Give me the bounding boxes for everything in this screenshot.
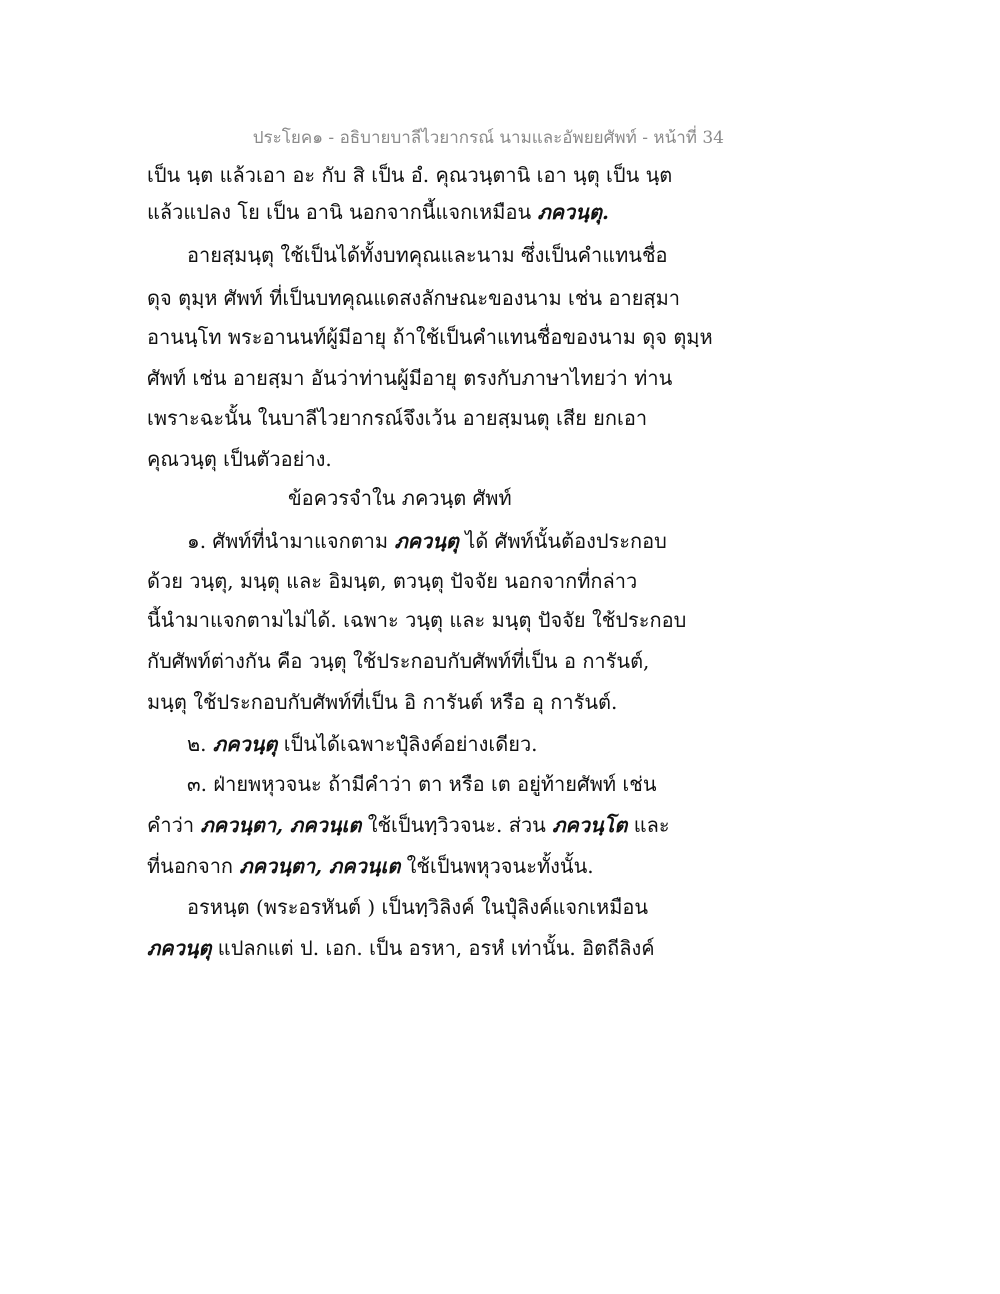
text-run: ดุจ <box>147 286 179 310</box>
pali-term: คุณวนฺตานิ <box>435 163 531 187</box>
text-run: ปัจจัย นอกจากที่กล่าว <box>443 569 638 593</box>
pali-term: ตุมฺห <box>673 325 713 349</box>
pali-term: มนฺตุ <box>491 608 532 632</box>
pali-term: ภควนฺตุ <box>212 732 278 756</box>
text-run: ๑. ศัพท์ที่นำมาแจกตาม <box>187 529 395 553</box>
pali-term: มนฺตุ <box>147 690 187 714</box>
text-run: ปัจจัย ใช้ประกอบ <box>531 608 687 632</box>
pali-term: อายสฺมา <box>608 286 681 310</box>
text-line <box>147 160 672 190</box>
text-line <box>147 605 686 635</box>
text-run: ศัพท์ ที่เป็นบทคุณแดสงลักษณะของนาม เช่น <box>217 286 609 310</box>
text-run: อันว่าท่านผู้มีอายุ ตรงกับภาษาไทยว่า ท่าน <box>304 366 673 390</box>
running-header: ประโยค๑ - อธิบายบาลีไวยากรณ์ นามและอัพยยศัพท์ - หน้าที่ 34 <box>252 128 724 148</box>
pali-term: ภควนฺตา, ภควนฺเต <box>200 813 362 837</box>
text-run: แล้วแปลง โย เป็น อานิ นอกจากนี้แจกเหมือน <box>147 200 538 224</box>
pali-term: อายสฺมนฺตุ <box>187 243 275 267</box>
text-line <box>147 933 655 963</box>
pali-term: อรหา, อรหํ <box>408 936 505 960</box>
pali-term: ภควนฺตุ <box>147 936 212 960</box>
text-run: เอา นฺตุ เป็น นฺต <box>530 163 673 187</box>
text-run: เป็นได้เฉพาะปุํลิงค์อย่างเดียว. <box>277 732 538 756</box>
pali-term: ภควนฺโต <box>552 813 628 837</box>
text-run: พระอานนท์ผู้มีอายุ ถ้าใช้เป็นคำแทนชื่อของนาม ดุจ <box>221 325 674 349</box>
text-line <box>147 646 649 676</box>
text-line <box>147 444 332 474</box>
list-item-1 <box>187 526 667 556</box>
text-run: ใช้ประกอบกับศัพท์ที่เป็น อ การันต์, <box>346 649 650 673</box>
text-run: ใช้เป็นทฺวิวจนะ. ส่วน <box>361 813 553 837</box>
pali-term: ภควนฺตา, ภควนฺเต <box>239 854 401 878</box>
paragraph-first-line <box>187 240 668 270</box>
text-run: ๓. ฝ่ายพหุวจนะ ถ้ามีคำว่า ตา หรือ เต อยู่ท้ายศัพท์ เช่น <box>187 772 657 796</box>
pali-term: ภควนฺตุ <box>394 529 459 553</box>
text-line <box>147 197 609 227</box>
text-run: เสีย ยกเอา <box>549 406 648 430</box>
text-line <box>147 283 680 313</box>
text-line <box>147 687 617 717</box>
text-run: คำว่า <box>147 813 201 837</box>
text-line <box>147 363 672 393</box>
text-run: และ <box>442 608 492 632</box>
pali-term: วนฺตุ, มนฺตุ <box>189 569 280 593</box>
text-line <box>147 810 670 840</box>
text-line <box>147 322 713 352</box>
text-run: เท่านั้น. อิตถีลิงค์ <box>504 936 655 960</box>
text-run: ข้อควรจำใน ภควนฺต ศัพท์ <box>288 486 512 510</box>
text-line <box>147 566 637 596</box>
pali-term: วนฺตุ <box>405 608 443 632</box>
text-run: แปลกแต่ ป. เอก. เป็น <box>211 936 409 960</box>
text-run: ศัพท์ เช่น <box>147 366 233 390</box>
text-run: ที่นอกจาก <box>147 854 240 878</box>
pali-term: อายสฺมนตุ <box>462 406 550 430</box>
text-run: ใช้ประกอบกับศัพท์ที่เป็น อิ การันต์ หรือ อุ การันต์. <box>186 690 618 714</box>
pali-term: อรหนฺต <box>187 895 250 919</box>
pali-term: ภควนฺตุ. <box>537 200 609 224</box>
text-run: ใช้เป็นได้ทั้งบทคุณและนาม ซึ่งเป็นคำแทนชื่อ <box>274 243 668 267</box>
pali-term: วนฺตุ <box>308 649 347 673</box>
text-line <box>147 403 647 433</box>
text-run: นี้นำมาแจกตามไม่ได้. เฉพาะ <box>147 608 406 632</box>
pali-term: ตุมฺห <box>178 286 218 310</box>
text-run: และ <box>279 569 329 593</box>
text-run: ๒. <box>187 732 213 756</box>
text-run: เพราะฉะนั้น ในบาลีไวยากรณ์จึงเว้น <box>147 406 463 430</box>
text-run: และ <box>627 813 670 837</box>
section-heading <box>288 483 512 513</box>
pali-term: คุณวนฺตุ <box>147 447 217 471</box>
list-item-3 <box>187 769 657 799</box>
pali-term: อานนฺโท <box>147 325 222 349</box>
text-run: กับศัพท์ต่างกัน คือ <box>147 649 309 673</box>
pali-term: อายสฺมา <box>232 366 305 390</box>
paragraph-first-line <box>187 892 648 922</box>
text-line <box>147 851 594 881</box>
text-run: ด้วย <box>147 569 190 593</box>
text-run: (พระอรหันต์ ) เป็นทฺวิลิงค์ ในปุํลิงค์แจกเหมือน <box>249 895 649 919</box>
text-run: ได้ ศัพท์นั้นต้องประกอบ <box>458 529 667 553</box>
text-run: ใช้เป็นพหุวจนะทั้งนั้น. <box>400 854 594 878</box>
list-item-2 <box>187 729 538 759</box>
text-run: เป็น นฺต แล้วเอา อะ กับ สิ เป็น อํ. <box>147 163 436 187</box>
pali-term: อิมนฺต, ตวนฺตุ <box>328 569 444 593</box>
text-run: เป็นตัวอย่าง. <box>216 447 332 471</box>
